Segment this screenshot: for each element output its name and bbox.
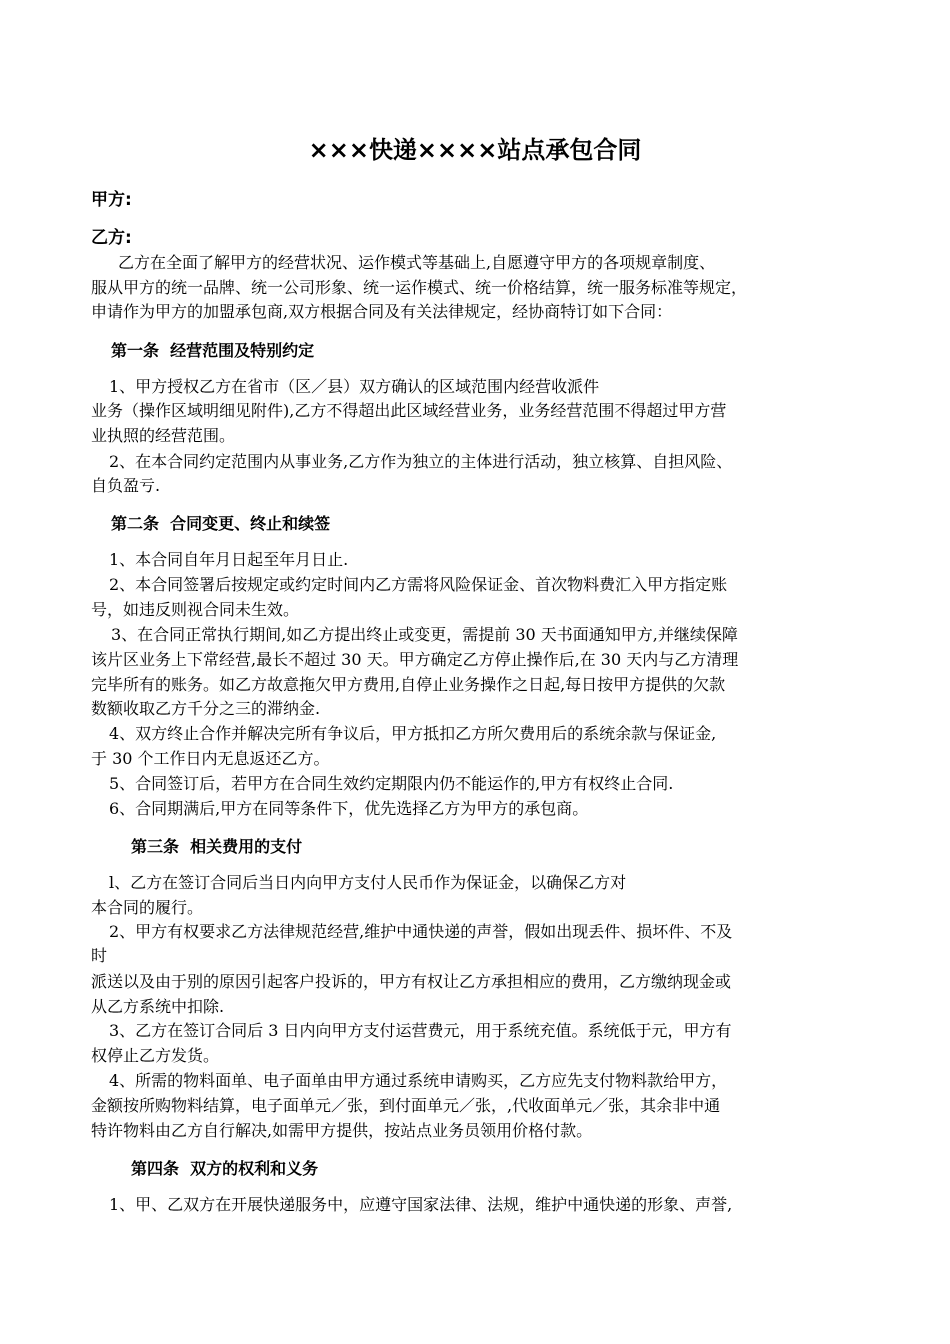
intro-line: 乙方在全面了解甲方的经营状况、运作模式等基础上,自愿遵守甲方的各项规章制度、	[118, 253, 716, 272]
article-2-line: 3、在合同正常执行期间,如乙方提出终止或变更，需提前 30 天书面通知甲方,并继续保障	[111, 625, 738, 644]
article-2-line: 该片区业务上下常经营,最长不超过 30 天。甲方确定乙方停止操作后,在 30 天内与乙方清理	[91, 650, 739, 669]
intro-line: 申请作为甲方的加盟承包商,双方根据合同及有关法律规定，经协商特订如下合同：	[91, 302, 673, 321]
party-b-label: 乙方:	[91, 228, 132, 248]
article-2-heading: 第二条 合同变更、终止和续签	[111, 514, 331, 533]
article-2-line: 2、本合同签署后按规定或约定时间内乙方需将风险保证金、首次物料费汇入甲方指定账	[109, 575, 728, 594]
intro-line: 服从甲方的统一品牌、统一公司形象、统一运作模式、统一价格结算，统一服务标准等规定，	[91, 278, 748, 297]
article-3-line: 从乙方系统中扣除.	[91, 997, 225, 1016]
article-4-line: 1、甲、乙双方在开展快递服务中，应遵守国家法律、法规，维护中通快递的形象、声誉,	[109, 1195, 733, 1214]
article-1-line: 1、甲方授权乙方在省市（区／县）双方确认的区域范围内经营收派件	[109, 377, 600, 396]
article-3-heading: 第三条 相关费用的支付	[131, 837, 303, 856]
article-3-line: 权停止乙方发货。	[91, 1046, 220, 1065]
article-1-line: 业执照的经营范围。	[91, 426, 236, 445]
article-3-line: 4、所需的物料面单、电子面单由甲方通过系统申请购买，乙方应先支付物料款给甲方，	[109, 1071, 728, 1090]
article-3-line: 2、甲方有权要求乙方法律规范经营,维护中通快递的声誉，假如出现丢件、损坏件、不及	[109, 922, 733, 941]
article-3-line: 特许物料由乙方自行解决,如需甲方提供，按站点业务员领用价格付款。	[91, 1121, 593, 1140]
article-1-line: 业务（操作区域明细见附件),乙方不得超出此区域经营业务，业务经营范围不得超过甲方营	[91, 401, 727, 420]
article-2-line: 4、双方终止合作并解决完所有争议后，甲方抵扣乙方所欠费用后的系统余款与保证金,	[109, 724, 717, 743]
article-3-line: 本合同的履行。	[91, 898, 204, 917]
article-4-heading: 第四条 双方的权利和义务	[131, 1159, 319, 1178]
document-title: ×××快递××××站点承包合同	[308, 136, 642, 164]
party-a-label: 甲方:	[91, 190, 132, 210]
article-2-line: 数额收取乙方千分之三的滞纳金.	[91, 699, 321, 718]
article-2-line: 号，如违反则视合同未生效。	[91, 600, 300, 619]
article-3-line: 3、乙方在签订合同后 3 日内向甲方支付运营费元，用于系统充值。系统低于元，甲方有	[109, 1021, 732, 1040]
article-2-line: 完毕所有的账务。如乙方故意拖欠甲方费用,自停止业务操作之日起,每日按甲方提供的欠款	[91, 675, 726, 694]
article-3-line: 时	[91, 946, 108, 965]
article-3-line: 金额按所购物料结算，电子面单元／张，到付面单元／张，,代收面单元／张，其余非中通	[91, 1096, 721, 1115]
article-2-line: 5、合同签订后，若甲方在合同生效约定期限内仍不能运作的,甲方有权终止合同.	[109, 774, 674, 793]
article-1-line: 2、在本合同约定范围内从事业务,乙方作为独立的主体进行活动，独立核算、自担风险、	[109, 452, 733, 471]
article-3-line: l、乙方在签订合同后当日内向甲方支付人民币作为保证金，以确保乙方对	[109, 873, 627, 892]
article-3-line: 派送以及由于别的原因引起客户投诉的，甲方有权让乙方承担相应的费用，乙方缴纳现金或	[91, 972, 732, 991]
article-2-line: 6、合同期满后,甲方在同等条件下，优先选择乙方为甲方的承包商。	[109, 799, 589, 818]
article-2-line: 1、本合同自年月日起至年月日止.	[109, 550, 349, 569]
article-1-heading: 第一条 经营范围及特别约定	[111, 341, 315, 360]
article-2-line: 于 30 个工作日内无息返还乙方。	[91, 749, 330, 768]
article-1-line: 自负盈亏.	[91, 476, 161, 495]
